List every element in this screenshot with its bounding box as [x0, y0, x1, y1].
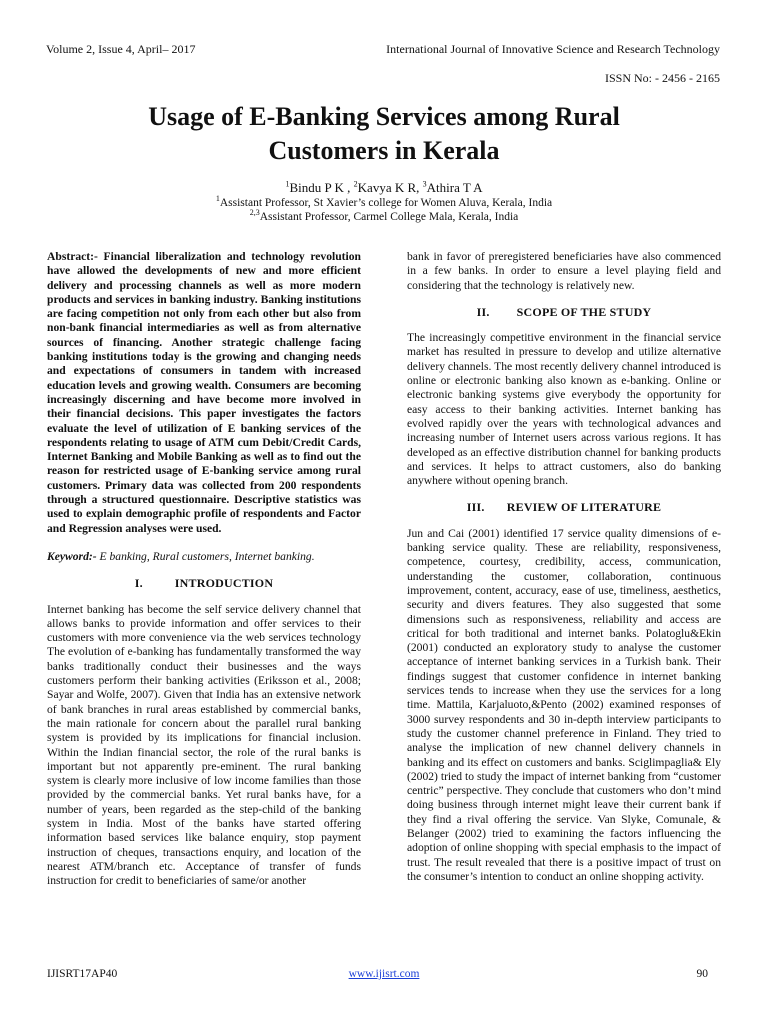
affiliation-1 — [60, 196, 708, 211]
section-title: SCOPE OF THE STUDY — [516, 304, 652, 319]
author-3: Athira T A — [426, 180, 483, 195]
affiliation-1-sup: 1 — [215, 194, 220, 204]
author-1: Bindu P K , — [289, 180, 351, 195]
title-line-2: Customers in Kerala — [268, 136, 500, 165]
affiliation-1-text: Assistant Professor, St Xavier’s college for Women Aluva, Kerala, India — [219, 197, 553, 209]
footer-url-wrap — [0, 968, 768, 980]
author-1-sup: 1 — [285, 179, 290, 189]
volume-issue: Volume 2, Issue 4, April– 2017 — [46, 42, 196, 56]
paper-title — [60, 100, 708, 168]
introduction-text: Internet banking has become the self service delivery channel that allows banks to provide information and offer services to their customers with more convenience via the web services technology The evolution of e-banking has fundamentally transformed the way banks traditionally conduct their businesses and the ways customers perform their banking activities (Eriksson et al., 2008; Sayar and Wolfe, 2007). Given that India has an extensive network of bank branches in rural areas established by commercial banks, the main rationale for concern about the parallel rural banking system is provided by its implications for financial inclusion. Within the Indian financial sector, the role of the rural banks is important but not apparently pre-eminent. The rural banking system is clearly more inclusive of low income families than those provided by the commercial banks. Yet rural banks have, for a number of years, been regarded as the step-child of the banking system in India. Most of the banks have started offering information based services like balance enquiry, stop payment instruction of cheques, transactions enquiry, and location of the nearest ATM/branch etc. Acceptance of transfer of funds instruction for credit to beneficiaries of same/or another — [47, 602, 361, 888]
issn-number: ISSN No: - 2456 - 2165 — [604, 71, 720, 85]
right-column — [407, 250, 721, 884]
section-title: REVIEW OF LITERATURE — [506, 500, 662, 515]
journal-link[interactable]: www.ijisrt.com — [348, 968, 420, 980]
section-heading-review — [407, 500, 721, 514]
abstract: Abstract:- Financial liberalization and technology revolution have allowed the developments of new and more efficient delivery and processing channels as well as more modern products and services in banking industry. Banking institutions are facing competition not only from each other but also from non-bank financial intermediaries as well as from alternative sources of financing. Another strategic challenge facing banking institutions today is the growing and changing needs and expectations of consumers in tandem with increased education levels and growing wealth. Consumers are becoming increasingly discerning and have become more involved in their financial decisions. This paper investigates the factors evaluate the level of utilization of E banking services of the respondents relating to usage of ATM cum Debit/Credit Cards, Internet Banking and Mobile Banking as well as to find out the reason for restricted usage of E-banking service among rural customers. Primary data was collected from 200 respondents through a structured questionnaire. Descriptive statistics was used to explain demographic profile of respondents and Factor and Regression analyses were used. — [47, 250, 361, 535]
paper-code: IJISRT17AP40 — [47, 968, 118, 980]
section-number: II. — [476, 304, 490, 319]
affiliation-2 — [60, 210, 708, 225]
review-text: Jun and Cai (2001) identified 17 service quality dimensions of e-banking service quality. These are reliability, responsiveness, competence, courtesy, credibility, access, communication, understanding the customer, collaboration, continuous improvement, content, accuracy, ease of use, timeliness, aesthetics, security and divers features. They also suggested that some dimensions such as responsiveness, reliability and access are critical for both traditional and internet banks. Polatoglu&Ekin (2001) conducted an exploratory study to analyse the customer acceptance of internet banking services in a Turkish bank. Their findings suggest that customer confidence in internet banking services tends to increase when they use the services for a long time. Mattila, Karjaluoto,&Pento (2002) examined responses of 3000 survey respondents and 30 in-depth interview participants to study the customer channel preference in Finland. They tried to analyse the implication of new channel delivery channels in banking and its effect on customers and banks. Sciglimpaglia& Ely (2002) tried to study the impact of internet banking from “customer centric” perspective. They conclude that customers who don’t mind doing business through internet might leave their current bank if they find a rival offering the service. Van Slyke, Comunale, & Belanger (2002) tried to examining the factors influencing the adoption of online shopping with special emphasis to the impact of trust. The result revealed that there is a positive impact of trust on the consumer’s intention to conduct an online shopping activity. — [407, 526, 721, 883]
page-number: 90 — [696, 968, 708, 980]
section-number: I. — [134, 576, 143, 591]
affiliation-2-sup: 2,3 — [249, 208, 260, 218]
author-2-sup: 2 — [353, 179, 358, 189]
author-3-sup: 3 — [422, 179, 427, 189]
journal-name: International Journal of Innovative Science and Research Technology — [386, 42, 720, 56]
scope-text: The increasingly competitive environment in the financial service market has resulted in pressure to develop and utilize alternative delivery channels. The most recently delivery channel introduced is online or electronic banking also known as e-banking. Online or electronic banking systems give everybody the opportunity for easy access to their banking activities. Internet banking has evolved rapidly over the years with technological advances and increasing number of Internet users across various regions. It has developed as an effective distribution channel for banking products and services. It helps to attract customers, also do banking anywhere without opening branch. — [407, 331, 721, 488]
author-2: Kavya K R, — [357, 180, 420, 195]
section-heading-introduction — [47, 576, 361, 590]
section-title: INTRODUCTION — [174, 576, 274, 591]
keywords — [47, 550, 361, 564]
author-list — [60, 180, 708, 196]
section-heading-scope — [407, 305, 721, 319]
keyword-label: Keyword:- — [47, 549, 97, 563]
title-line-1: Usage of E-Banking Services among Rural — [148, 102, 620, 131]
left-column — [47, 250, 361, 888]
section-number: III. — [466, 500, 485, 515]
introduction-continued: bank in favor of preregistered beneficiaries have also commenced in a few banks. In order to ensure a level playing field and considering that the technology is relatively new. — [407, 250, 721, 292]
keyword-text: E banking, Rural customers, Internet banking. — [99, 549, 315, 563]
affiliation-2-text: Assistant Professor, Carmel College Mala, Kerala, India — [259, 211, 519, 223]
